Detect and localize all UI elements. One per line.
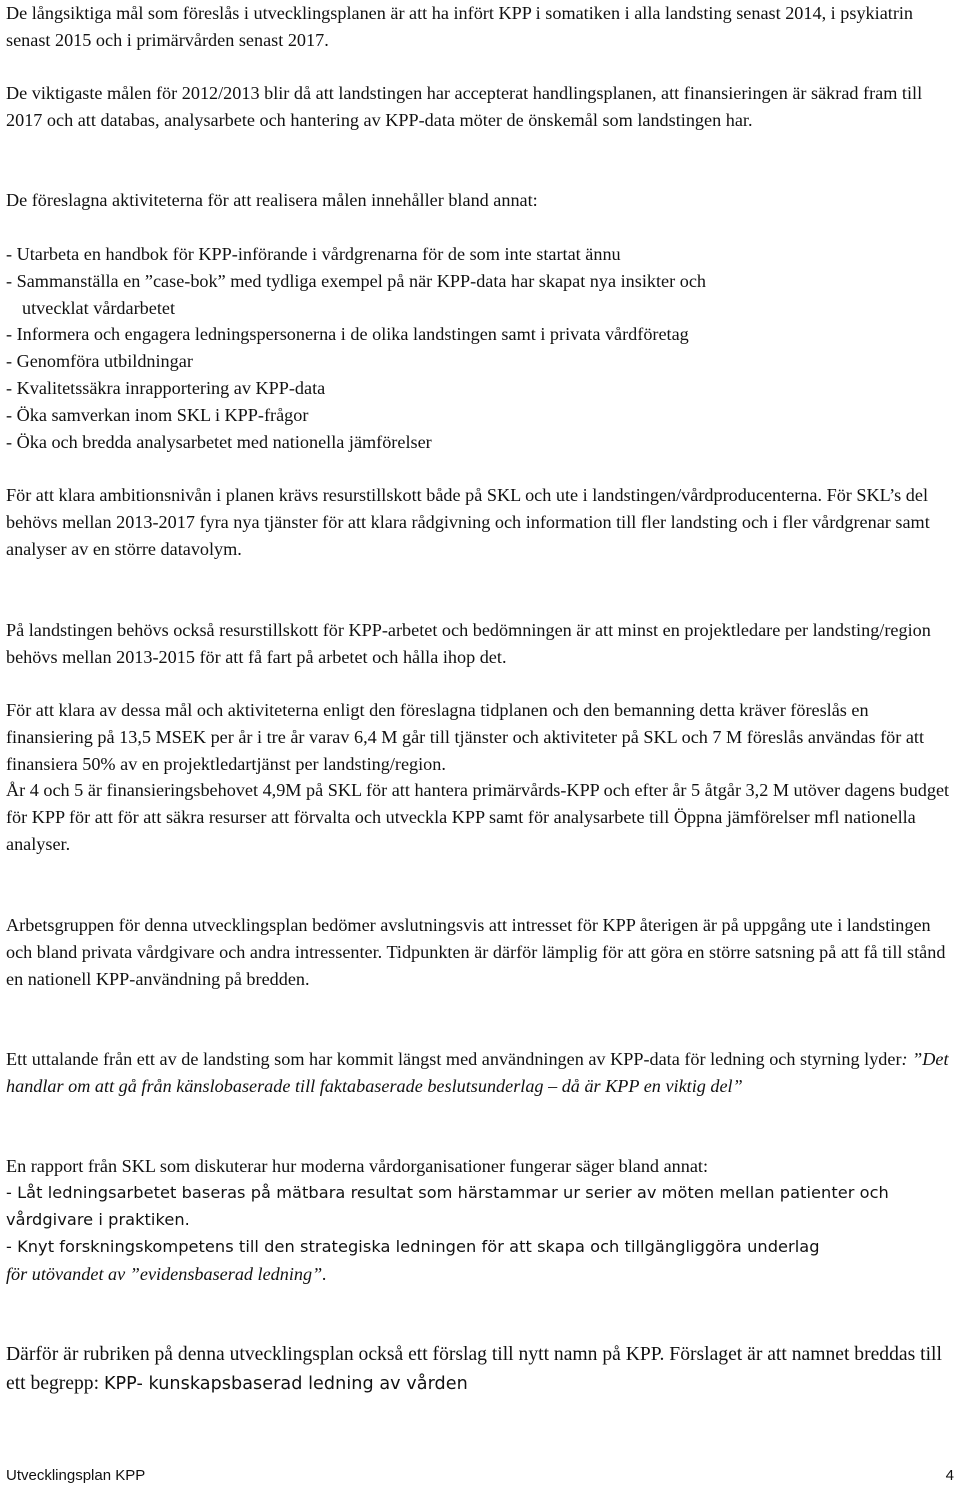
report-bullet-2-text: - Knyt forskningskompetens till den strategiska ledningen för att skapa och tillgängliggöra underlag [6, 1237, 820, 1257]
resources-text-b: För SKL’s del behövs mellan 2013-2017 fyra nya tjänster för att klara rådgivning och information till fler landsting och i fler vårdgrenar samt analyser av en större datavolym. [6, 485, 930, 559]
paragraph-conclusion [6, 1340, 958, 1399]
page-number: 4 [945, 1467, 954, 1484]
paragraph-resources [6, 482, 958, 562]
statement-quote: : ”Det handlar om att gå från känslobaserade till faktabaserade beslutsunderlag – då är KPP en viktig del” [6, 1049, 949, 1096]
resources-text-a: För att klara ambitionsnivån i planen krävs resurstillskott både på SKL och ute i landstingen/vårdproducenterna. [6, 485, 823, 505]
report-bullet-2 [6, 1233, 958, 1288]
page-footer [6, 1466, 954, 1486]
paragraph-county-resources: På landstingen behövs också resurstillskott för KPP-arbetet och bedömningen är att minst en projektledare per landsting/region behövs mellan 2013-2015 för att få fart på arbetet och hålla ihop det. [6, 620, 931, 667]
paragraph-years-4-5: År 4 och 5 är finansieringsbehovet 4,9M på SKL för att hantera primärvårds-KPP och efter år 5 åtgår 3,2 M utöver dagens budget för KPP för att för att säkra resurser att förvalta och utveckla KPP samt för analysarbete till Öppna jämförelser mfl nationella analyser. [6, 780, 950, 854]
conclusion-text: Därför är rubriken på denna utvecklingsplan också ett förslag till nytt namn på KPP. Förslaget är att namnet breddas till ett begrepp: [6, 1344, 942, 1394]
paragraph-activities-intro: De föreslagna aktiviteterna för att realisera målen innehåller bland annat: [6, 190, 538, 210]
paragraph-county-statement [6, 1046, 958, 1100]
footer-title: Utvecklingsplan KPP [6, 1467, 146, 1484]
paragraph-working-group: Arbetsgruppen för denna utvecklingsplan bedömer avslutningsvis att intresset för KPP återigen är på uppgång ute i landstingen och bland privata vårdgivare och andra intressenter. Tidpunkten är därför lämplig för att göra en större satsning på att få till stånd en nationell KPP-användning på bredden. [6, 915, 946, 989]
report-intro: En rapport från SKL som diskuterar hur moderna vårdorganisationer fungerar säger bland annat: [6, 1156, 709, 1176]
list-item: utvecklat vårdarbetet [22, 297, 175, 318]
list-item: - Öka samverkan inom SKL i KPP-frågor [6, 404, 309, 425]
list-item: - Kvalitetssäkra inrapportering av KPP-data [6, 377, 326, 398]
paragraph-long-term-goals: De långsiktiga mål som föreslås i utvecklingsplanen är att ha infört KPP i somatiken i alla landsting senast 2014, i psykiatrin senast 2015 och i primärvården senast 2017. [6, 3, 914, 50]
report-bullet-1: - Låt ledningsarbetet baseras på mätbara resultat som härstammar ur serier av möten mellan patienter och vårdgivare i praktiken. [6, 1182, 889, 1229]
paragraph-main-goals: De viktigaste målen för 2012/2013 blir då att landstingen har accepterat handlingsplanen, att finansieringen är säkrad fram till 2017 och att databas, analysarbete och hantering av KPP-data möter de önskemål som landstingen har. [6, 83, 923, 130]
document-page [6, 0, 958, 1490]
statement-text: Ett uttalande från ett av de landsting som har kommit längst med användningen av KPP-data för ledning och styrning lyder [6, 1049, 902, 1069]
paragraph-financing: För att klara av dessa mål och aktiviteterna enligt den föreslagna tidplanen och den bemanning detta kräver föreslås en finansiering på 13,5 MSEK per år i tre år varav 6,4 M går till tjänster och aktiviteter på SKL och 7 M föreslås användas för att finansiera 50% av en projektledartjänst per landsting/region. [6, 700, 925, 774]
list-item: - Sammanställa en ”case-bok” med tydliga exempel på när KPP-data har skapat nya insikter och [6, 270, 706, 291]
new-name: KPP- kunskapsbaserad ledning av vården [103, 1374, 468, 1394]
list-item: - Öka och bredda analysarbetet med nationella jämförelser [6, 431, 432, 452]
activities-list [6, 241, 958, 455]
report-bullet-2-italic: för utövandet av ”evidensbaserad ledning”. [6, 1264, 327, 1285]
list-item: - Informera och engagera ledningspersonerna i de olika landstingen samt i privata vårdföretag [6, 324, 689, 345]
list-item: - Genomföra utbildningar [6, 351, 193, 372]
paragraph-skl-report [6, 1153, 958, 1288]
list-item: - Utarbeta en handbok för KPP-införande i vårdgrenarna för de som inte startat ännu [6, 244, 621, 264]
